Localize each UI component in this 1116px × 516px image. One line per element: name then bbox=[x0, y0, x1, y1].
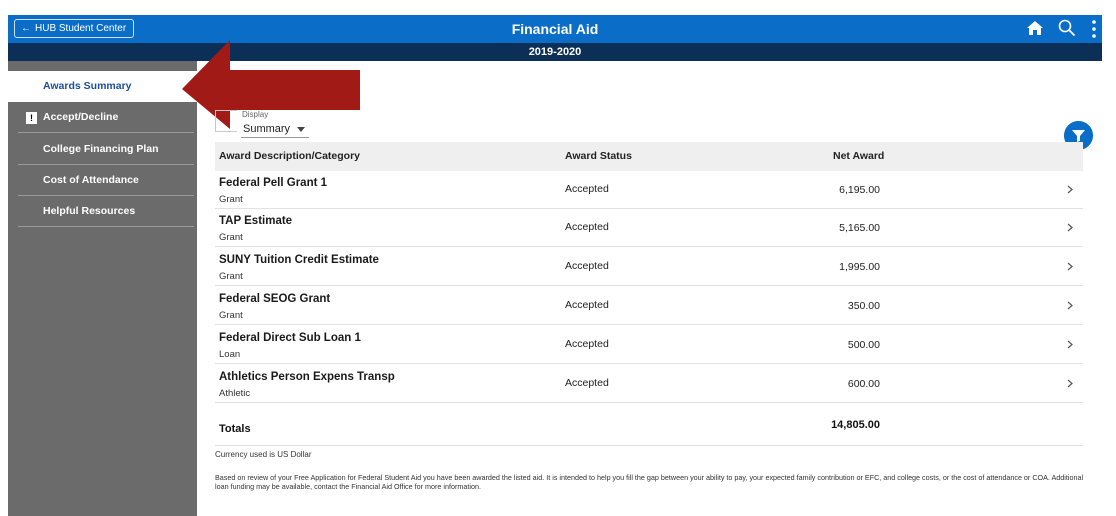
net-award-amount: 6,195.00 bbox=[839, 184, 880, 196]
chevron-right-icon[interactable] bbox=[1067, 301, 1073, 310]
award-description: Federal Pell Grant 1 bbox=[219, 177, 328, 189]
sidebar-item-college-financing-plan[interactable] bbox=[18, 134, 194, 165]
totals-row bbox=[215, 406, 1083, 446]
award-description: TAP Estimate bbox=[219, 215, 293, 227]
sidebar-item-label: Awards Summary bbox=[43, 80, 132, 92]
award-category: Grant bbox=[219, 194, 243, 205]
aid-year-bar: 2019-2020 bbox=[8, 43, 1102, 61]
table-row[interactable] bbox=[215, 171, 1083, 209]
award-category: Grant bbox=[219, 271, 243, 282]
award-status: Accepted bbox=[565, 221, 609, 233]
sidebar-item-helpful-resources[interactable] bbox=[18, 196, 194, 227]
sidebar-item-accept-decline[interactable] bbox=[18, 102, 194, 133]
page-title: Financial Aid bbox=[511, 21, 599, 37]
award-category: Athletic bbox=[219, 388, 251, 399]
display-select[interactable]: Summary bbox=[243, 123, 291, 135]
award-description: Athletics Person Expens Transp bbox=[219, 371, 395, 383]
award-disclaimer: Based on review of your Free Application for Federal Student Aid you have been awarded the listed aid. It is intended to help you fill the gap between your ability to pay, your expected family contribution or EFC, and college costs, or the cost of attendance or COA. Additional loan funding may be available, contact the Financial Aid Office for more information. bbox=[215, 473, 1084, 491]
warning-icon: ! bbox=[26, 112, 37, 124]
award-status: Accepted bbox=[565, 377, 609, 389]
award-category: Grant bbox=[219, 232, 243, 243]
search-icon[interactable] bbox=[1058, 19, 1076, 37]
awards-table-header bbox=[215, 142, 1083, 171]
display-toggle-box[interactable] bbox=[215, 110, 237, 132]
award-description: Federal SEOG Grant bbox=[219, 293, 331, 305]
sidebar-item-label: Cost of Attendance bbox=[43, 174, 139, 186]
top-header bbox=[8, 15, 1102, 43]
net-award-amount: 1,995.00 bbox=[839, 261, 880, 273]
table-row[interactable] bbox=[215, 287, 1083, 325]
chevron-right-icon[interactable] bbox=[1067, 262, 1073, 271]
chevron-right-icon[interactable] bbox=[1067, 223, 1073, 232]
chevron-right-icon[interactable] bbox=[1067, 185, 1073, 194]
award-status: Accepted bbox=[565, 299, 609, 311]
sidebar-item-label: College Financing Plan bbox=[43, 143, 159, 155]
red-arrow-icon bbox=[180, 40, 365, 130]
sidebar-item-label: Helpful Resources bbox=[43, 205, 136, 217]
net-award-amount: 5,165.00 bbox=[839, 222, 880, 234]
chevron-right-icon[interactable] bbox=[1067, 340, 1073, 349]
display-label: Display bbox=[242, 110, 269, 119]
display-select-underline bbox=[241, 137, 309, 138]
header-award-description: Award Description/Category bbox=[219, 150, 361, 162]
award-category: Loan bbox=[219, 349, 241, 360]
net-award-amount: 500.00 bbox=[847, 339, 880, 351]
chevron-right-icon[interactable] bbox=[1067, 379, 1073, 388]
award-status: Accepted bbox=[565, 260, 609, 272]
sidebar-nav bbox=[8, 61, 197, 516]
award-status: Accepted bbox=[565, 183, 609, 195]
award-category: Grant bbox=[219, 310, 243, 321]
table-row[interactable] bbox=[215, 365, 1083, 403]
currency-note: Currency used is US Dollar bbox=[215, 450, 312, 459]
award-description: SUNY Tuition Credit Estimate bbox=[219, 254, 379, 266]
arrow-left-icon: ← bbox=[21, 23, 31, 34]
award-description: Federal Direct Sub Loan 1 bbox=[219, 332, 361, 344]
sidebar-item-label: Accept/Decline bbox=[43, 111, 119, 123]
header-award-status: Award Status bbox=[565, 150, 632, 162]
award-status: Accepted bbox=[565, 338, 609, 350]
net-award-amount: 350.00 bbox=[847, 300, 880, 312]
sidebar-item-cost-of-attendance[interactable] bbox=[18, 165, 194, 196]
back-button-label: HUB Student Center bbox=[35, 23, 127, 34]
header-net-award: Net Award bbox=[833, 150, 885, 162]
kebab-menu-icon[interactable] bbox=[1091, 19, 1097, 39]
table-row[interactable] bbox=[215, 209, 1083, 247]
net-award-amount: 600.00 bbox=[847, 378, 880, 390]
sidebar-item-awards-summary[interactable] bbox=[8, 71, 197, 102]
home-icon[interactable] bbox=[1026, 20, 1044, 36]
table-row[interactable] bbox=[215, 326, 1083, 364]
chevron-down-icon[interactable] bbox=[297, 127, 305, 132]
totals-value: 14,805.00 bbox=[831, 419, 880, 431]
totals-label: Totals bbox=[219, 423, 251, 435]
table-row[interactable] bbox=[215, 248, 1083, 286]
